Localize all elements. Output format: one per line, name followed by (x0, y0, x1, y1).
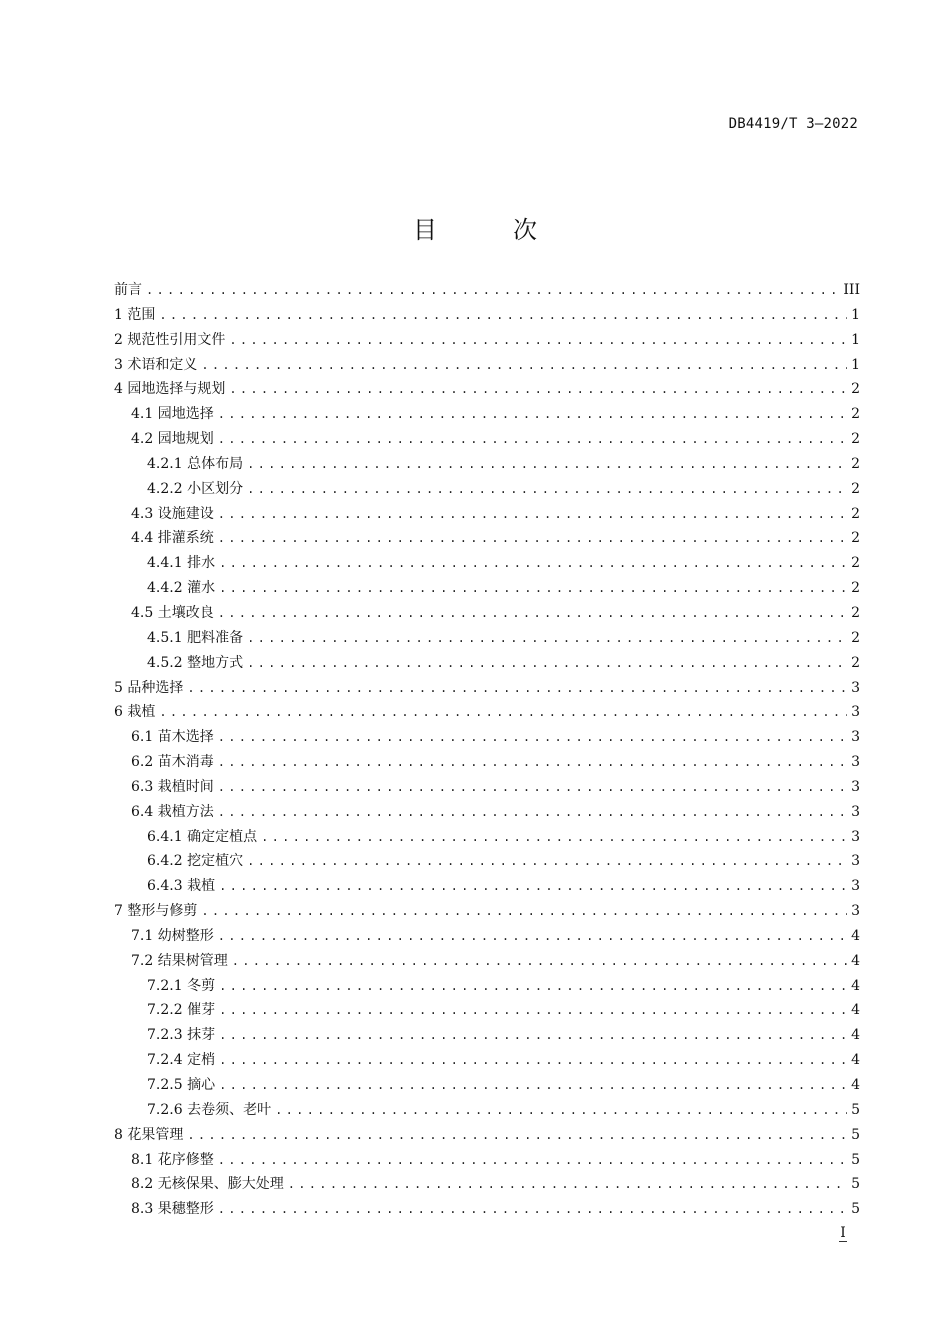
toc-entry[interactable] (114, 328, 860, 353)
toc-entry[interactable] (114, 800, 860, 825)
toc-entry-page: 2 (851, 555, 860, 572)
toc-entry[interactable] (114, 1098, 860, 1123)
toc-entry[interactable] (114, 949, 860, 974)
toc-entry-page: 2 (851, 381, 860, 398)
toc-entry-label: 6.4.1 确定定植点 (147, 828, 258, 845)
toc-leader-dots (159, 303, 847, 328)
toc-entry[interactable] (114, 353, 860, 378)
toc-leader-dots (247, 477, 847, 502)
toc-entry-label: 4 园地选择与规划 (114, 381, 226, 398)
toc-entry-page: 2 (851, 604, 860, 621)
toc-entry-page: 2 (851, 406, 860, 423)
page-number-divider (839, 1241, 847, 1242)
toc-leader-dots (229, 377, 847, 402)
toc-entry[interactable] (114, 676, 860, 701)
toc-entry[interactable] (114, 1073, 860, 1098)
toc-leader-dots (218, 427, 847, 452)
toc-entry-label: 1 范围 (114, 306, 156, 323)
toc-leader-dots (229, 328, 847, 353)
toc-entry[interactable] (114, 1148, 860, 1173)
toc-entry-page: 3 (851, 778, 860, 795)
toc-entry[interactable] (114, 303, 860, 328)
toc-leader-dots (218, 725, 847, 750)
toc-entry[interactable] (114, 477, 860, 502)
toc-leader-dots (247, 626, 847, 651)
toc-entry-label: 6.4.3 栽植 (147, 878, 216, 895)
toc-entry-page: 2 (851, 580, 860, 597)
toc-entry-label: 7.2.5 摘心 (147, 1077, 216, 1093)
toc-entry[interactable] (114, 601, 860, 626)
toc-leader-dots (218, 924, 847, 949)
toc-entry-label: 6.3 栽植时间 (131, 778, 214, 795)
toc-entry[interactable] (114, 526, 860, 551)
toc-leader-dots (218, 502, 847, 527)
document-id: DB4419/T 3—2022 (728, 116, 858, 132)
toc-entry-page: 2 (851, 530, 860, 547)
toc-entry[interactable] (114, 377, 860, 402)
toc-entry[interactable] (114, 278, 860, 303)
toc-leader-dots (219, 974, 847, 999)
toc-entry-page: 2 (851, 654, 860, 671)
toc-leader-dots (247, 651, 847, 676)
toc-entry-label: 8.2 无核保果、膨大处理 (131, 1176, 284, 1193)
toc-entry-page: 3 (851, 704, 860, 721)
toc-leader-dots (218, 1197, 847, 1222)
toc-entry-label: 4.4 排灌系统 (131, 530, 214, 547)
toc-entry[interactable] (114, 924, 860, 949)
toc-entry[interactable] (114, 750, 860, 775)
page-footer (836, 1226, 850, 1242)
toc-leader-dots (218, 775, 847, 800)
toc-leader-dots (219, 1073, 847, 1098)
toc-entry-page: 2 (851, 480, 860, 497)
toc-entry-label: 7.2.6 去卷须、老叶 (147, 1101, 272, 1118)
toc-leader-dots (218, 800, 847, 825)
toc-entry-page: 4 (851, 977, 860, 994)
toc-entry-label: 8.3 果穗整形 (131, 1201, 214, 1218)
toc-entry-page: 3 (851, 679, 860, 696)
table-of-contents (114, 278, 860, 1222)
toc-entry[interactable] (114, 576, 860, 601)
toc-entry-label: 5 品种选择 (114, 679, 184, 696)
toc-entry[interactable] (114, 1048, 860, 1073)
toc-entry[interactable] (114, 825, 860, 850)
toc-leader-dots (159, 700, 847, 725)
toc-entry[interactable] (114, 899, 860, 924)
toc-entry[interactable] (114, 725, 860, 750)
toc-entry-label: 4.2.2 小区划分 (147, 480, 244, 497)
toc-entry[interactable] (114, 775, 860, 800)
toc-entry-page: 3 (851, 853, 860, 870)
toc-entry[interactable] (114, 1023, 860, 1048)
page-number: I (840, 1225, 846, 1241)
toc-entry[interactable] (114, 626, 860, 651)
toc-entry[interactable] (114, 651, 860, 676)
toc-entry-page: 2 (851, 629, 860, 646)
toc-entry-page: 4 (851, 1077, 860, 1093)
toc-entry-label: 6.4.2 挖定植穴 (147, 853, 244, 870)
toc-entry-label: 4.4.1 排水 (147, 555, 216, 572)
toc-entry[interactable] (114, 427, 860, 452)
toc-entry[interactable] (114, 1172, 860, 1197)
toc-leader-dots (219, 576, 847, 601)
toc-entry-page: 3 (851, 754, 860, 771)
toc-entry-label: 7.2.2 催芽 (147, 1002, 216, 1019)
toc-entry[interactable] (114, 1123, 860, 1148)
toc-leader-dots (261, 825, 847, 850)
toc-entry-label: 4.5 土壤改良 (131, 604, 214, 621)
toc-entry-label: 2 规范性引用文件 (114, 331, 226, 348)
toc-entry-page: 1 (851, 306, 860, 323)
toc-entry-label: 4.4.2 灌水 (147, 580, 216, 597)
toc-entry-label: 7.2.4 定梢 (147, 1052, 216, 1069)
toc-entry-page: 2 (851, 505, 860, 522)
toc-entry-page: 5 (851, 1101, 860, 1118)
toc-entry-label: 6.1 苗木选择 (131, 729, 214, 746)
toc-entry-page: 2 (851, 455, 860, 472)
toc-entry-page: 1 (851, 331, 860, 348)
toc-entry-page: 2 (851, 431, 860, 448)
toc-entry[interactable] (114, 700, 860, 725)
toc-entry-label: 4.2.1 总体布局 (147, 455, 244, 472)
toc-entry-page: 4 (851, 1002, 860, 1019)
toc-entry-label: 4.2 园地规划 (131, 431, 214, 448)
toc-entry-label: 4.5.2 整地方式 (147, 654, 244, 671)
toc-entry-label: 7.2 结果树管理 (131, 952, 228, 969)
toc-entry-page: 4 (851, 1027, 860, 1044)
toc-entry-label: 8 花果管理 (114, 1126, 184, 1143)
toc-entry-label: 4.1 园地选择 (131, 406, 214, 423)
toc-entry-label: 4.5.1 肥料准备 (147, 629, 244, 646)
toc-entry-page: 3 (851, 903, 860, 920)
toc-entry[interactable] (114, 874, 860, 899)
toc-leader-dots (218, 601, 847, 626)
toc-leader-dots (218, 402, 847, 427)
toc-leader-dots (218, 526, 847, 551)
toc-entry-label: 7.1 幼树整形 (131, 927, 214, 944)
toc-leader-dots (232, 949, 847, 974)
toc-entry-page: 5 (851, 1176, 860, 1193)
toc-entry-page: 4 (851, 952, 860, 969)
toc-entry-label: 6.2 苗木消毒 (131, 754, 214, 771)
toc-entry[interactable] (114, 402, 860, 427)
toc-entry-label: 8.1 花序修整 (131, 1151, 214, 1168)
toc-entry-page: 5 (851, 1201, 860, 1218)
toc-leader-dots (201, 353, 847, 378)
toc-entry-page: 3 (851, 878, 860, 895)
toc-entry-page: 3 (851, 828, 860, 845)
toc-entry-page: III (843, 282, 860, 298)
toc-entry-label: 7.2.1 冬剪 (147, 977, 216, 994)
toc-leader-dots (187, 1123, 847, 1148)
toc-leader-dots (247, 452, 847, 477)
toc-entry-page: 4 (851, 927, 860, 944)
toc-leader-dots (219, 1048, 847, 1073)
toc-entry[interactable] (114, 452, 860, 477)
toc-entry-label: 6 栽植 (114, 704, 156, 721)
toc-entry-page: 3 (851, 729, 860, 746)
toc-entry-label: 前言 (114, 282, 142, 298)
toc-leader-dots (219, 998, 847, 1023)
toc-leader-dots (219, 1023, 847, 1048)
toc-entry[interactable] (114, 974, 860, 999)
toc-entry-label: 7 整形与修剪 (114, 903, 198, 920)
toc-leader-dots (201, 899, 847, 924)
toc-entry[interactable] (114, 1197, 860, 1222)
toc-entry-label: 7.2.3 抹芽 (147, 1027, 216, 1044)
toc-entry[interactable] (114, 502, 860, 527)
toc-entry-page: 1 (851, 356, 860, 373)
toc-leader-dots (219, 551, 847, 576)
toc-entry-label: 4.3 设施建设 (131, 505, 214, 522)
toc-entry-label: 3 术语和定义 (114, 356, 198, 373)
toc-leader-dots (187, 676, 847, 701)
toc-entry-page: 5 (851, 1126, 860, 1143)
toc-leader-dots (275, 1098, 847, 1123)
page-title: 目 次 (413, 216, 563, 244)
toc-leader-dots (218, 1148, 847, 1173)
toc-entry[interactable] (114, 849, 860, 874)
toc-entry[interactable] (114, 998, 860, 1023)
toc-leader-dots (219, 874, 847, 899)
toc-entry-page: 3 (851, 803, 860, 820)
toc-leader-dots (218, 750, 847, 775)
toc-entry-page: 5 (851, 1151, 860, 1168)
toc-leader-dots (288, 1172, 847, 1197)
toc-entry-label: 6.4 栽植方法 (131, 803, 214, 820)
toc-entry-page: 4 (851, 1052, 860, 1069)
toc-leader-dots (247, 849, 847, 874)
toc-leader-dots (146, 278, 839, 303)
toc-entry[interactable] (114, 551, 860, 576)
